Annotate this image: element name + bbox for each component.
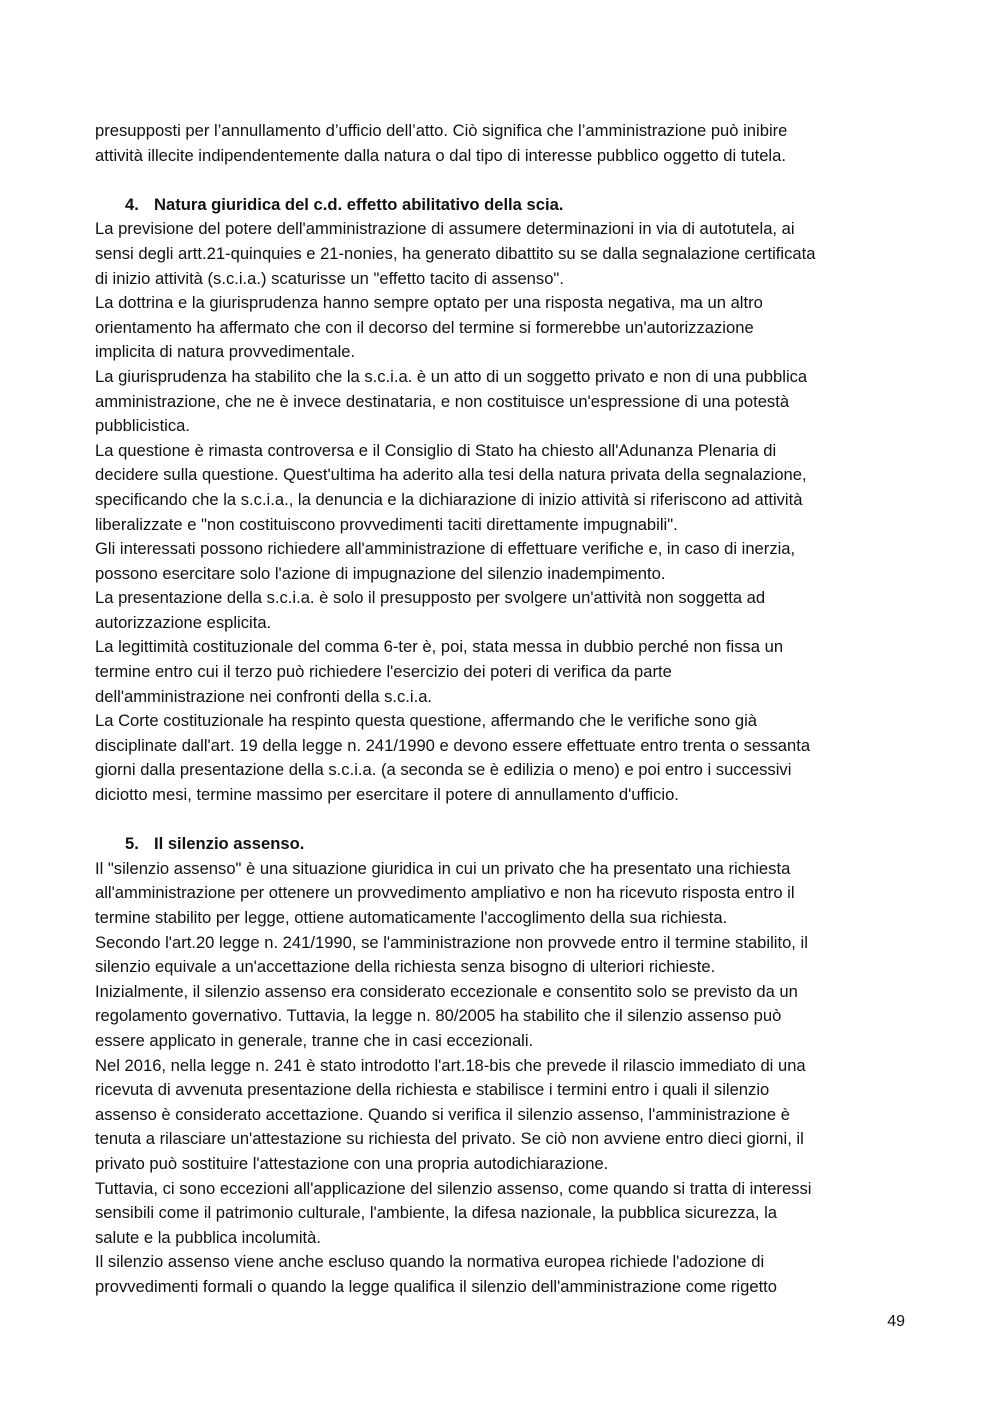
text-line: sensi degli artt.21-quinquies e 21-nonies, ha generato dibattito su se dalla segnalazione certificata	[95, 243, 816, 263]
text-line: Il "silenzio assenso" è una situazione giuridica in cui un privato che ha presentato una richiesta	[95, 858, 791, 878]
text-line: Secondo l'art.20 legge n. 241/1990, se l'amministrazione non provvede entro il termine stabilito, il	[95, 932, 808, 952]
text-line: specificando che la s.c.i.a., la denuncia e la dichiarazione di inizio attività si riferiscono ad attività	[95, 489, 803, 509]
text-line: privato può sostituire l'attestazione con una propria autodichiarazione.	[95, 1153, 609, 1173]
section-4	[95, 193, 905, 808]
text-line: La presentazione della s.c.i.a. è solo il presupposto per svolgere un'attività non soggetta ad	[95, 588, 766, 608]
text-line: all'amministrazione per ottenere un provvedimento ampliativo e non ha ricevuto risposta entro il	[95, 883, 795, 903]
text-line: giorni dalla presentazione della s.c.i.a. (a seconda se è edilizia o meno) e poi entro i successivi	[95, 760, 792, 780]
text-line: La giurisprudenza ha stabilito che la s.c.i.a. è un atto di un soggetto privato e non di una pubblica	[95, 366, 808, 386]
section-5	[95, 832, 905, 1299]
text-line: liberalizzate e "non costituiscono provvedimenti taciti direttamente impugnabili".	[95, 514, 678, 534]
text-line: silenzio equivale a un'accettazione della richiesta senza bisogno di ulteriori richieste.	[95, 957, 716, 977]
intro-paragraph	[95, 119, 905, 168]
text-line: La questione è rimasta controversa e il Consiglio di Stato ha chiesto all'Adunanza Plenaria di	[95, 440, 777, 460]
text-line: Inizialmente, il silenzio assenso era considerato eccezionale e consentito solo se previsto da un	[95, 981, 798, 1001]
section-number: 4.	[125, 194, 139, 214]
text-line: essere applicato in generale, tranne che in casi eccezionali.	[95, 1030, 534, 1050]
text-line: diciotto mesi, termine massimo per esercitare il potere di annullamento d'ufficio.	[95, 785, 679, 805]
text-line: termine entro cui il terzo può richiedere l'esercizio dei poteri di verifica da parte	[95, 662, 672, 682]
section-heading	[95, 193, 905, 218]
text-line: dell'amministrazione nei confronti della s.c.i.a.	[95, 686, 433, 706]
text-line: di inizio attività (s.c.i.a.) scaturisse un "effetto tacito di assenso".	[95, 268, 564, 288]
text-line: decidere sulla questione. Quest'ultima ha aderito alla tesi della natura privata della segnalazione,	[95, 465, 807, 485]
text-line: Il silenzio assenso viene anche escluso quando la normativa europea richiede l'adozione di	[95, 1252, 765, 1272]
text-line: pubblicistica.	[95, 416, 191, 436]
text-line: ricevuta di avvenuta presentazione della richiesta e stabilisce i termini entro i quali il silenzio	[95, 1080, 770, 1100]
text-line: termine stabilito per legge, ottiene automaticamente l'accoglimento della sua richiesta.	[95, 908, 728, 927]
text-line: amministrazione, che ne è invece destinataria, e non costituisce un'espressione di una potestà	[95, 391, 790, 411]
section-heading	[95, 832, 905, 857]
text-line: salute e la pubblica incolumità.	[95, 1227, 321, 1247]
text-line: implicita di natura provvedimentale.	[95, 342, 356, 362]
text-line: La previsione del potere dell'amministrazione di assumere determinazioni in via di autotutela, ai	[95, 219, 795, 239]
paragraph-spacer	[95, 168, 905, 193]
paragraph-spacer	[95, 808, 905, 833]
text-line: attività illecite indipendentemente dalla natura o dal tipo di interesse pubblico oggetto di tutela.	[95, 145, 786, 165]
text-line: Gli interessati possono richiedere all'amministrazione di effettuare verifiche e, in caso di inerzia,	[95, 539, 796, 559]
text-line: La Corte costituzionale ha respinto questa questione, affermando che le verifiche sono già	[95, 711, 758, 731]
text-line: orientamento ha affermato che con il decorso del termine si formerebbe un'autorizzazione	[95, 317, 754, 337]
section-title: Natura giuridica del c.d. effetto abilitativo della scia.	[154, 194, 564, 214]
text-line: disciplinate dall'art. 19 della legge n. 241/1990 e devono essere effettuate entro trenta o sessanta	[95, 735, 811, 755]
text-line: La legittimità costituzionale del comma 6-ter è, poi, stata messa in dubbio perché non fissa un	[95, 637, 784, 657]
text-line: provvedimenti formali o quando la legge qualifica il silenzio dell'amministrazione come rigetto	[95, 1276, 778, 1296]
text-line: presupposti per l’annullamento d’ufficio dell’atto. Ciò significa che l’amministrazione può inibire	[95, 121, 788, 140]
section-title: Il silenzio assenso.	[154, 834, 305, 854]
text-line: assenso è considerato accettazione. Quando si verifica il silenzio assenso, l'amministrazione è	[95, 1104, 790, 1124]
text-line: Tuttavia, ci sono eccezioni all'applicazione del silenzio assenso, come quando si tratta di interessi	[95, 1178, 812, 1198]
text-line: sensibili come il patrimonio culturale, l'ambiente, la difesa nazionale, la pubblica sicurezza, la	[95, 1203, 778, 1223]
text-line: autorizzazione esplicita.	[95, 612, 272, 632]
section-number: 5.	[125, 834, 139, 854]
document-page	[95, 119, 905, 1300]
text-line: possono esercitare solo l'azione di impugnazione del silenzio inadempimento.	[95, 563, 666, 583]
page-number: 49	[887, 1313, 905, 1330]
text-line: La dottrina e la giurisprudenza hanno sempre optato per una risposta negativa, ma un altro	[95, 293, 763, 313]
text-line: regolamento governativo. Tuttavia, la legge n. 80/2005 ha stabilito che il silenzio assenso può	[95, 1006, 782, 1026]
text-line: tenuta a rilasciare un'attestazione su richiesta del privato. Se ciò non avviene entro dieci giorni, il	[95, 1129, 804, 1149]
text-line: Nel 2016, nella legge n. 241 è stato introdotto l'art.18-bis che prevede il rilascio immediato di una	[95, 1055, 806, 1075]
